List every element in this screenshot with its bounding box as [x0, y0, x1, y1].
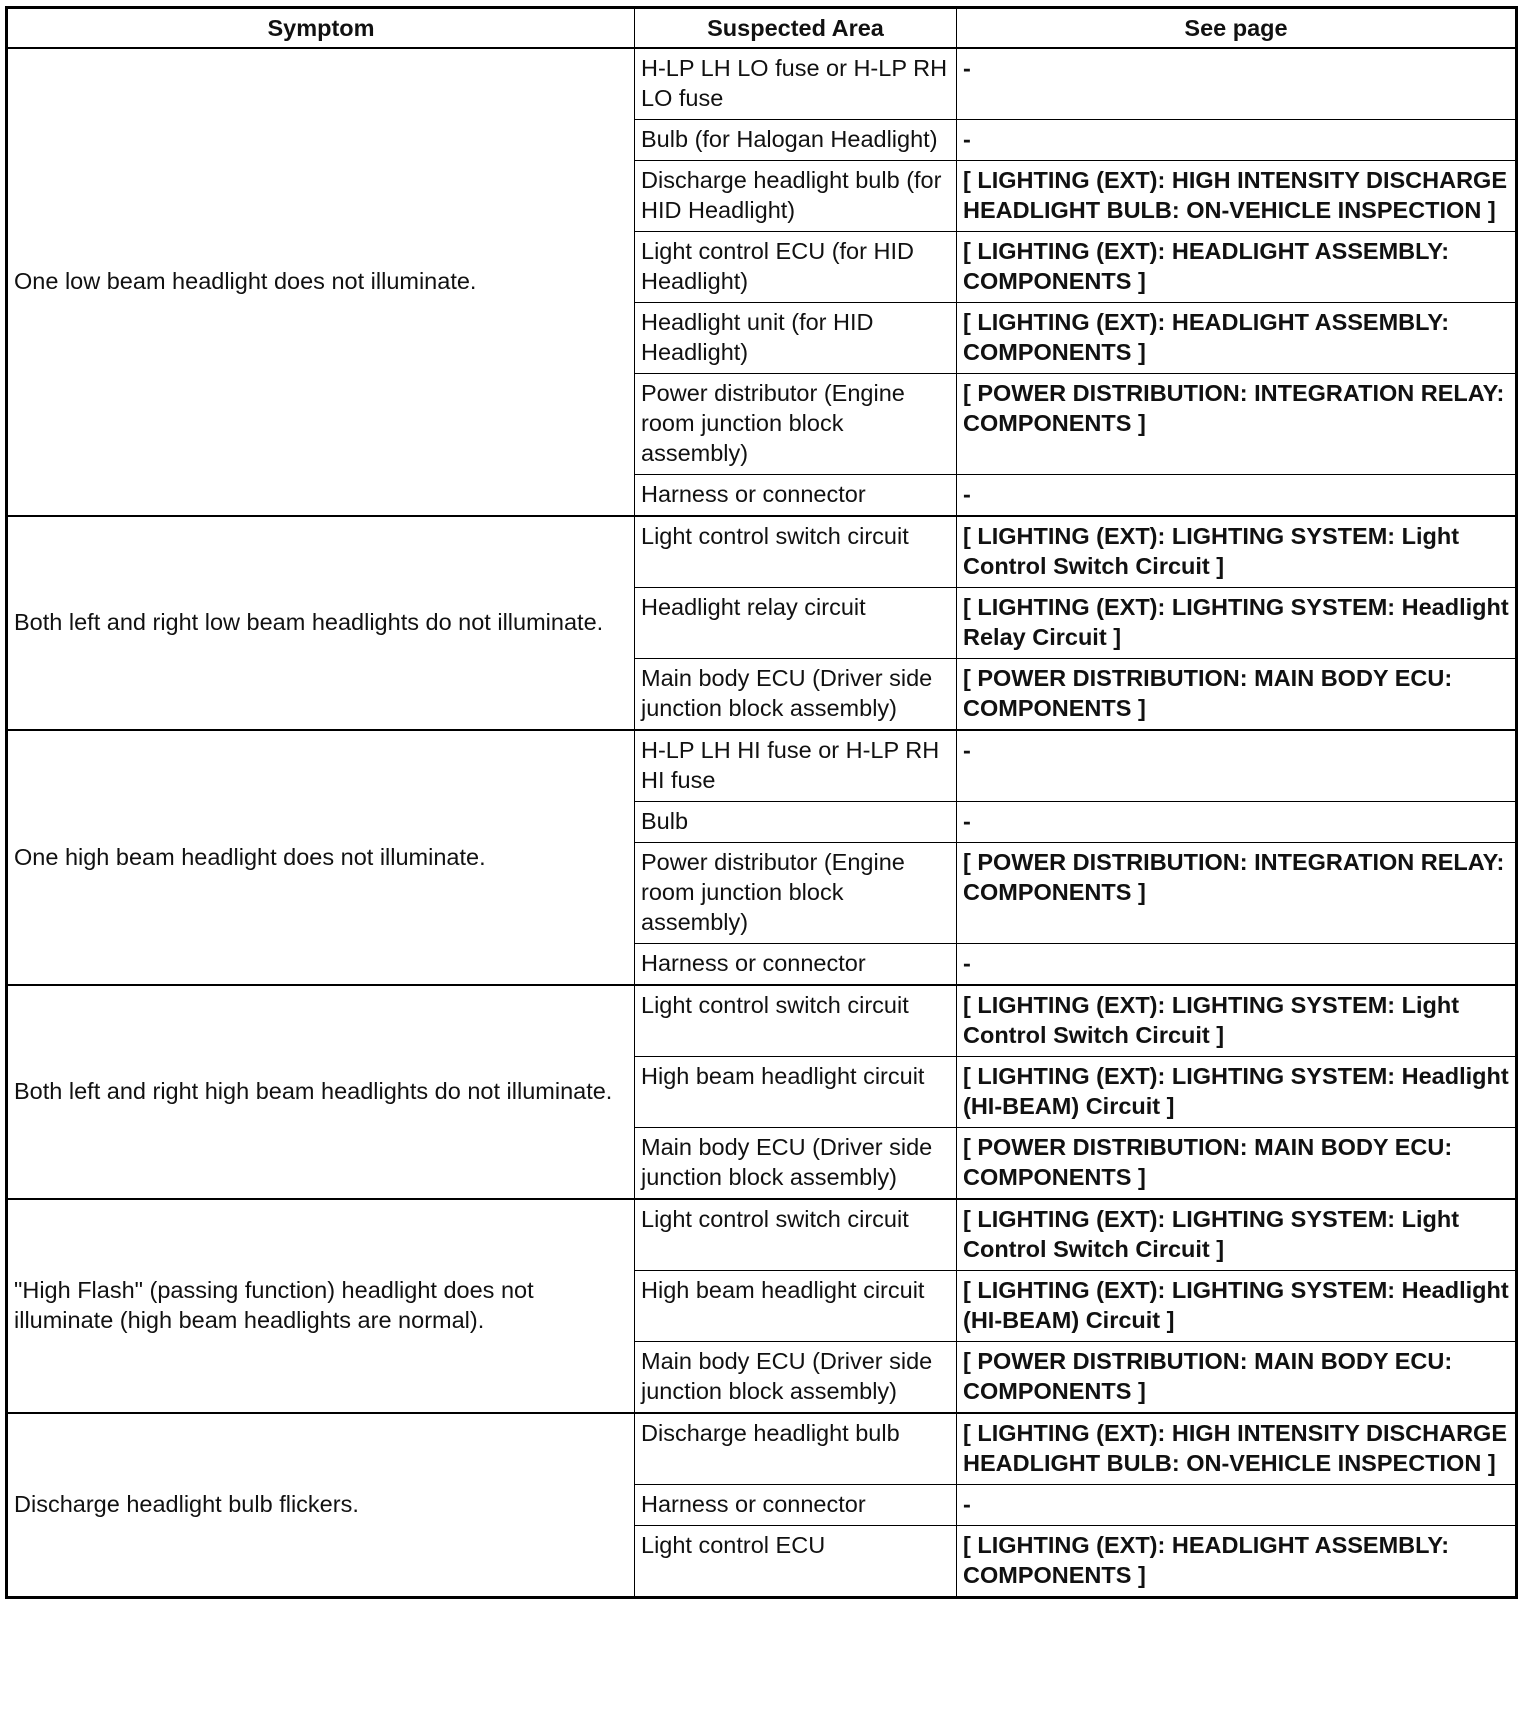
see-page-cell: [ LIGHTING (EXT): LIGHTING SYSTEM: Light Control Switch Circuit ]	[957, 1199, 1517, 1271]
see-page-cell: [ LIGHTING (EXT): HEADLIGHT ASSEMBLY: COMPONENTS ]	[957, 232, 1517, 303]
suspected-area-cell: Light control ECU (for HID Headlight)	[635, 232, 957, 303]
see-page-cell: [ LIGHTING (EXT): HIGH INTENSITY DISCHARGE HEADLIGHT BULB: ON-VEHICLE INSPECTION ]	[957, 1413, 1517, 1485]
suspected-area-cell: Harness or connector	[635, 944, 957, 986]
symptom-cell: One low beam headlight does not illuminate.	[7, 48, 635, 516]
see-page-cell: -	[957, 120, 1517, 161]
header-row	[7, 8, 1517, 49]
symptom-cell: Discharge headlight bulb flickers.	[7, 1413, 635, 1598]
see-page-cell: [ LIGHTING (EXT): HEADLIGHT ASSEMBLY: COMPONENTS ]	[957, 303, 1517, 374]
suspected-area-cell: Harness or connector	[635, 1485, 957, 1526]
symptom-cell: Both left and right high beam headlights do not illuminate.	[7, 985, 635, 1199]
troubleshooting-page	[5, 6, 1515, 1599]
header-suspected-area: Suspected Area	[635, 8, 957, 49]
suspected-area-cell: Light control switch circuit	[635, 516, 957, 588]
see-page-cell: -	[957, 802, 1517, 843]
suspected-area-cell: Discharge headlight bulb	[635, 1413, 957, 1485]
suspected-area-cell: Headlight unit (for HID Headlight)	[635, 303, 957, 374]
see-page-cell: [ POWER DISTRIBUTION: MAIN BODY ECU: COMPONENTS ]	[957, 659, 1517, 731]
suspected-area-cell: Main body ECU (Driver side junction block assembly)	[635, 659, 957, 731]
suspected-area-cell: High beam headlight circuit	[635, 1057, 957, 1128]
suspected-area-cell: Bulb	[635, 802, 957, 843]
suspected-area-cell: Light control ECU	[635, 1526, 957, 1598]
see-page-cell: [ POWER DISTRIBUTION: INTEGRATION RELAY: COMPONENTS ]	[957, 374, 1517, 475]
symptom-table	[5, 6, 1518, 1599]
header-symptom: Symptom	[7, 8, 635, 49]
see-page-cell: -	[957, 475, 1517, 517]
table-row	[7, 516, 1517, 588]
table-row	[7, 1199, 1517, 1271]
table-row	[7, 730, 1517, 802]
suspected-area-cell: Light control switch circuit	[635, 985, 957, 1057]
see-page-cell: -	[957, 48, 1517, 120]
see-page-cell: [ LIGHTING (EXT): LIGHTING SYSTEM: Headlight Relay Circuit ]	[957, 588, 1517, 659]
suspected-area-cell: Harness or connector	[635, 475, 957, 517]
suspected-area-cell: Power distributor (Engine room junction block assembly)	[635, 843, 957, 944]
see-page-cell: [ LIGHTING (EXT): LIGHTING SYSTEM: Headlight (HI-BEAM) Circuit ]	[957, 1057, 1517, 1128]
see-page-cell: [ LIGHTING (EXT): HEADLIGHT ASSEMBLY: COMPONENTS ]	[957, 1526, 1517, 1598]
suspected-area-cell: Power distributor (Engine room junction block assembly)	[635, 374, 957, 475]
suspected-area-cell: High beam headlight circuit	[635, 1271, 957, 1342]
see-page-cell: [ LIGHTING (EXT): LIGHTING SYSTEM: Light Control Switch Circuit ]	[957, 985, 1517, 1057]
header-see-page: See page	[957, 8, 1517, 49]
suspected-area-cell: Bulb (for Halogan Headlight)	[635, 120, 957, 161]
suspected-area-cell: Light control switch circuit	[635, 1199, 957, 1271]
table-row	[7, 1413, 1517, 1485]
see-page-cell: [ POWER DISTRIBUTION: INTEGRATION RELAY: COMPONENTS ]	[957, 843, 1517, 944]
see-page-cell: [ POWER DISTRIBUTION: MAIN BODY ECU: COMPONENTS ]	[957, 1128, 1517, 1200]
symptom-cell: Both left and right low beam headlights do not illuminate.	[7, 516, 635, 730]
see-page-cell: -	[957, 944, 1517, 986]
suspected-area-cell: H-LP LH HI fuse or H-LP RH HI fuse	[635, 730, 957, 802]
symptom-cell: One high beam headlight does not illuminate.	[7, 730, 635, 985]
suspected-area-cell: Discharge headlight bulb (for HID Headlight)	[635, 161, 957, 232]
see-page-cell: [ LIGHTING (EXT): LIGHTING SYSTEM: Light Control Switch Circuit ]	[957, 516, 1517, 588]
table-row	[7, 985, 1517, 1057]
see-page-cell: [ LIGHTING (EXT): LIGHTING SYSTEM: Headlight (HI-BEAM) Circuit ]	[957, 1271, 1517, 1342]
see-page-cell: -	[957, 1485, 1517, 1526]
suspected-area-cell: Main body ECU (Driver side junction block assembly)	[635, 1342, 957, 1414]
suspected-area-cell: Headlight relay circuit	[635, 588, 957, 659]
table-body	[7, 48, 1517, 1598]
suspected-area-cell: Main body ECU (Driver side junction block assembly)	[635, 1128, 957, 1200]
symptom-cell: "High Flash" (passing function) headlight does not illuminate (high beam headlights are normal).	[7, 1199, 635, 1413]
see-page-cell: [ LIGHTING (EXT): HIGH INTENSITY DISCHARGE HEADLIGHT BULB: ON-VEHICLE INSPECTION ]	[957, 161, 1517, 232]
see-page-cell: -	[957, 730, 1517, 802]
see-page-cell: [ POWER DISTRIBUTION: MAIN BODY ECU: COMPONENTS ]	[957, 1342, 1517, 1414]
table-row	[7, 48, 1517, 120]
suspected-area-cell: H-LP LH LO fuse or H-LP RH LO fuse	[635, 48, 957, 120]
